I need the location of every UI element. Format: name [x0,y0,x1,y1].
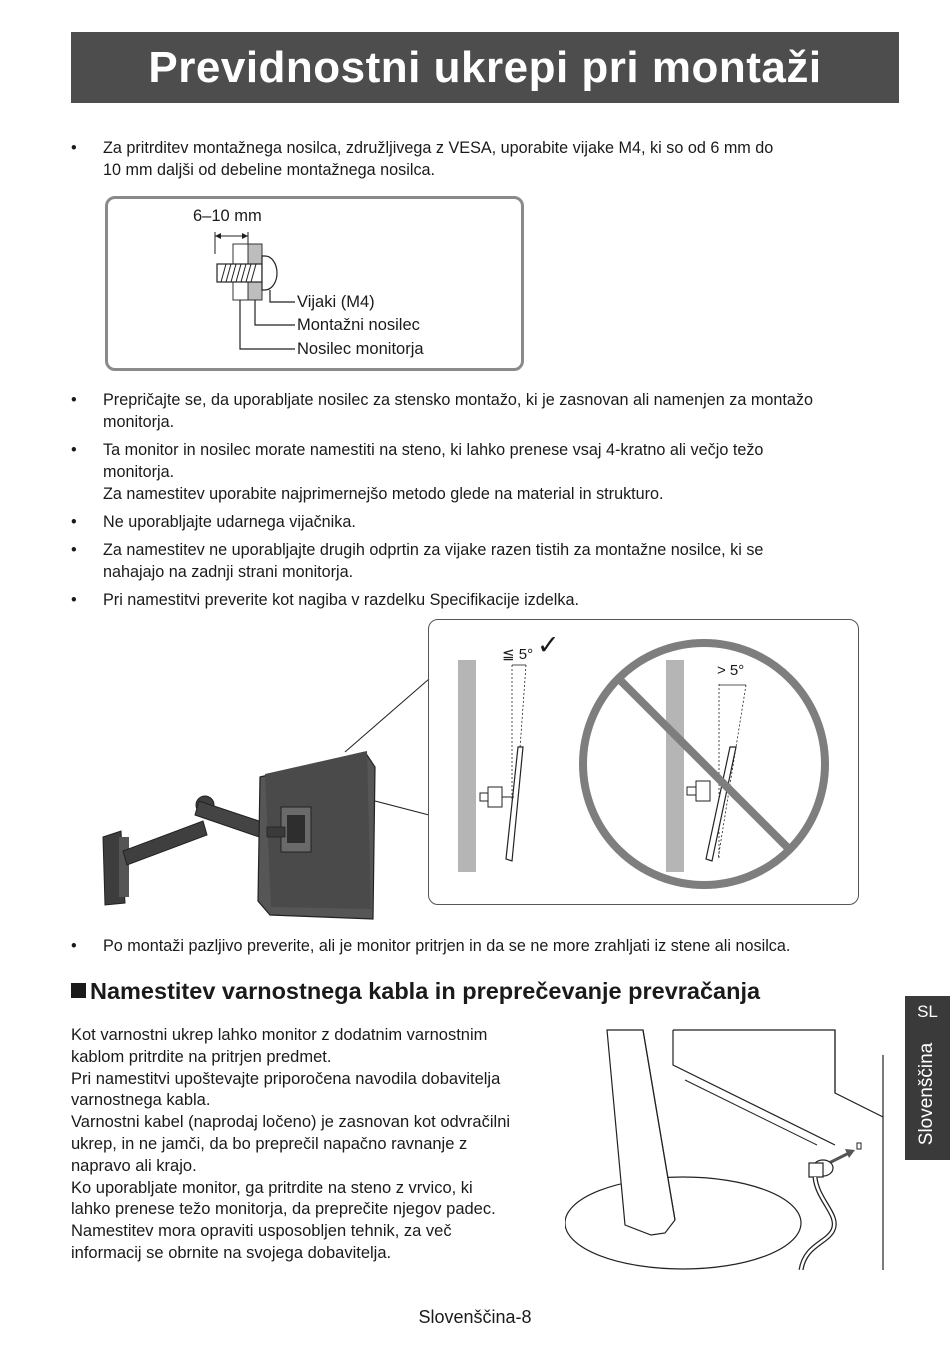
section-heading [71,978,760,1005]
bullet-wall-strength [71,439,901,505]
paragraph-line: lahko prenese težo monitorja, da preprečite njegov padec. [71,1200,496,1219]
paragraph-line: Pri namestitvi upoštevajte priporočena navodila dobavitelja [71,1069,501,1088]
bullet-dot: • [71,513,77,531]
bullet-line: Ne uporabljajte udarnega vijačnika. [103,513,356,531]
security-cable-illustration [565,1025,900,1270]
bullet-dot: • [71,391,77,409]
page-number: Slovenščina-8 [418,1307,532,1327]
paragraph-line: kablom pritrdite na pritrjen predmet. [71,1047,332,1066]
tilt-illustration [428,619,859,905]
language-tab [905,996,950,1160]
bullet-dot: • [71,441,77,459]
bullet-check-mount [71,935,901,957]
paragraph-line: Ko uporabljate monitor, ga pritrdite na steno z vrvico, ki [71,1178,473,1197]
bullet-line: Prepričajte se, da uporabljate nosilec za stensko montažo, ki je zasnovan ali namenjen za montažo [103,391,813,409]
paragraph-line: Varnostni kabel (naprodaj ločeno) je zasnovan kot odvračilni [71,1113,511,1132]
bullet-impact-driver [71,511,901,533]
check-mark-icon: ✓ [537,630,560,660]
language-name: Slovenščina [916,1042,937,1146]
section-heading-text: Namestitev varnostnega kabla in preprečevanje prevračanja [90,978,761,1004]
bullet-line: Za pritrditev montažnega nosilca, združljivega z VESA, uporabite vijake M4, ki so od 6 mm do [103,139,774,157]
bullet-dot: • [71,541,77,559]
bullet-line: Po montaži pazljivo preverite, ali je monitor pritrjen in da se ne more zrahljati iz stene ali nosilca. [103,937,791,955]
square-bullet-icon [71,983,86,998]
bullet-dot: • [71,937,77,955]
bullet-line: nahajajo na zadnji strani monitorja. [103,563,354,581]
label-monitor-bracket: Nosilec monitorja [297,340,424,358]
label-screw: Vijaki (M4) [297,293,375,311]
label-mounting-bracket: Montažni nosilec [297,316,420,334]
bullet-wall-mount [71,389,901,433]
bad-angle-label: > 5° [717,662,745,679]
screw-dimension-label: 6–10 mm [193,207,262,225]
bullet-tilt-angle [71,589,901,611]
monitor-arm-illustration [95,619,435,924]
page-title: Previdnostni ukrepi pri montaži [71,32,899,103]
security-cable-paragraph [71,1025,571,1265]
bullet-dot: • [71,591,77,609]
bullet-screw-length [71,137,901,181]
paragraph-line: varnostnega kabla. [71,1091,211,1110]
bullet-line: monitorja. [103,413,175,431]
language-code: SL [917,1002,938,1021]
paragraph-line: napravo ali krajo. [71,1156,197,1175]
bullet-line: Pri namestitvi preverite kot nagiba v razdelku Specifikacije izdelka. [103,591,579,609]
paragraph-line: Namestitev mora opraviti usposobljen tehnik, za več [71,1222,452,1241]
paragraph-line: informacij se obrnite na svojega dobavitelja. [71,1243,392,1262]
bullet-line: monitorja. [103,463,175,481]
bullet-line: Ta monitor in nosilec morate namestiti na steno, ki lahko prenese vsaj 4-kratno ali večjo težo [103,441,764,459]
paragraph-line: Kot varnostni ukrep lahko monitor z dodatnim varnostnim [71,1026,488,1044]
bullet-line: Za namestitev ne uporabljajte drugih odprtin za vijake razen tistih za montažne nosilce, ki se [103,541,764,559]
paragraph-line: ukrep, in ne jamči, da bo preprečil napačno ravnanje z [71,1134,468,1153]
bullet-line: Za namestitev uporabite najprimernejšo metodo glede na material in strukturo. [103,485,664,503]
bullet-line: 10 mm daljši od debeline montažnega nosilca. [103,161,436,179]
ok-angle-label: ≦ 5° [502,646,534,663]
bullet-dot: • [71,139,77,157]
bullet-screw-holes [71,539,901,583]
